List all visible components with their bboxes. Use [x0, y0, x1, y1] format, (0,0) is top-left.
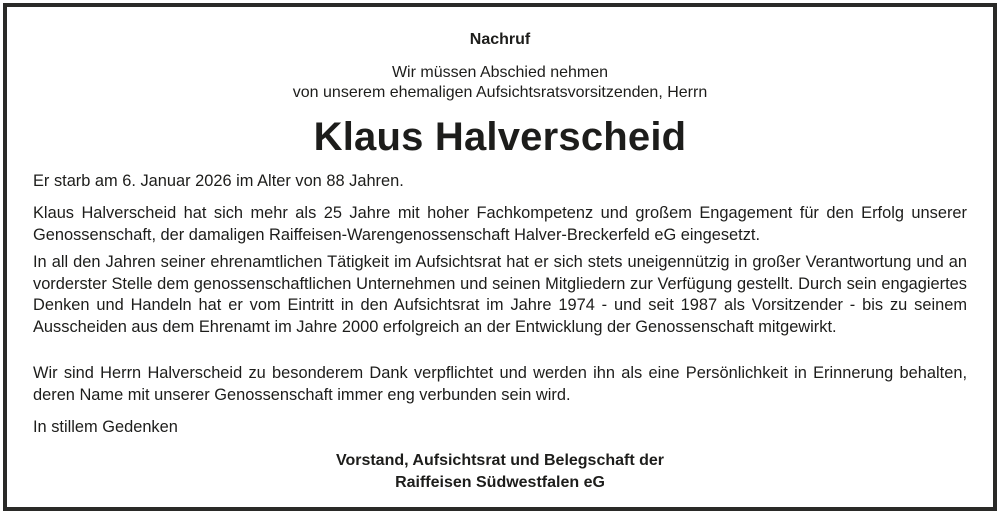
intro-text	[33, 63, 967, 103]
obituary-notice	[3, 3, 997, 511]
paragraph-death-date: Er starb am 6. Januar 2026 im Alter von 88 Jahren.	[33, 172, 404, 190]
signature-line-1: Vorstand, Aufsichtsrat und Belegschaft der	[335, 452, 665, 469]
intro-line-2: von unserem ehemaligen Aufsichtsratsvorsitzenden, Herrn	[292, 84, 708, 101]
paragraph-remembrance: In stillem Gedenken	[33, 418, 178, 436]
notice-heading: Nachruf	[469, 31, 531, 48]
deceased-name: Klaus Halverscheid	[313, 115, 687, 159]
signature	[33, 450, 967, 494]
notice-content	[33, 7, 967, 507]
signature-line-2: Raiffeisen Südwestfalen eG	[395, 474, 605, 491]
paragraph-gratitude: Wir sind Herrn Halverscheid zu besonderem Dank verpflichtet und werden ihn als eine Persönlichkeit in Erinnerung behalten, deren Name mit unserer Genossenschaft immer eng verbunden sein wird.	[33, 364, 967, 404]
paragraph-engagement: Klaus Halverscheid hat sich mehr als 25 Jahre mit hoher Fachkompetenz und großem Engagement für den Erfolg unserer Genossenschaft, der damaligen Raiffeisen-Warengenossenschaft Halver-Breckerfeld eG eingesetzt.	[33, 204, 967, 244]
intro-line-1: Wir müssen Abschied nehmen	[391, 64, 609, 81]
paragraph-supervisory-board: In all den Jahren seiner ehrenamtlichen Tätigkeit im Aufsichtsrat hat er sich stets uneigennützig in großer Verantwortung und an vorderster Stelle dem genossenschaftlichen Unternehmen und seinen Mitgliedern zur Verfügung gestellt. Durch sein engagiertes Denken und Handeln hat er vom Eintritt in den Aufsichtsrat im Jahre 1974 - und seit 1987 als Vorsitzender - bis zu seinem Ausscheiden aus dem Ehrenamt im Jahre 2000 erfolgreich an der Entwicklung der Genossenschaft mitgewirkt.	[33, 253, 967, 336]
